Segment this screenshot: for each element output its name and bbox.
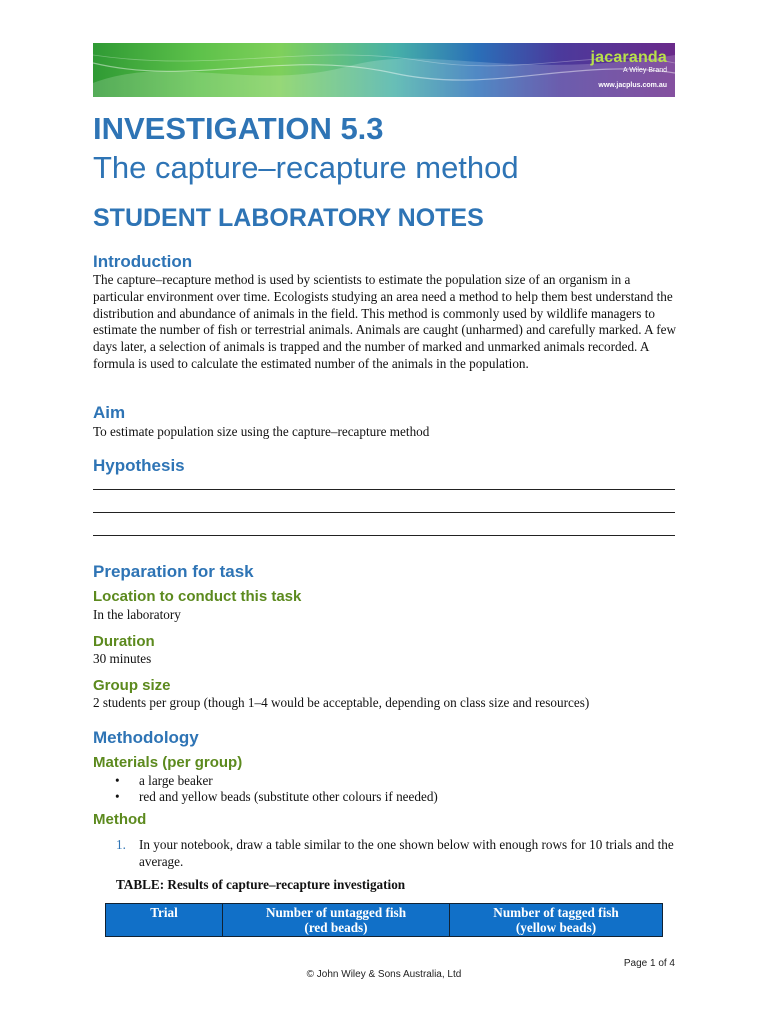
- group-size-heading: Group size: [93, 677, 171, 694]
- hypothesis-heading: Hypothesis: [93, 456, 185, 475]
- table-caption: TABLE: Results of capture–recapture investigation: [116, 877, 406, 892]
- materials-list: [93, 773, 438, 805]
- results-table: [105, 903, 663, 937]
- step-text: In your notebook, draw a table similar to the one shown below with enough rows for 10 trials and the average.: [139, 837, 674, 869]
- method-heading: Method: [93, 811, 147, 828]
- location-text: In the laboratory: [93, 607, 181, 622]
- introduction-heading: Introduction: [93, 252, 193, 271]
- list-item: • a large beaker: [93, 773, 438, 789]
- aim-text: To estimate population size using the capture–recapture method: [93, 424, 430, 439]
- page-number: Page 1 of 4: [623, 958, 675, 969]
- hypothesis-line-2: [93, 512, 675, 513]
- aim-heading: Aim: [93, 403, 126, 422]
- header-tagged-line1: Number of tagged fish: [493, 905, 619, 920]
- header-banner: [93, 43, 675, 97]
- notes-heading: STUDENT LABORATORY NOTES: [93, 204, 484, 232]
- methodology-heading: Methodology: [93, 728, 199, 747]
- step-number: 1.: [116, 837, 126, 852]
- location-heading: Location to conduct this task: [93, 588, 302, 605]
- header-trial-line1: Trial: [150, 905, 178, 920]
- header-untagged-line1: Number of untagged fish: [265, 905, 407, 920]
- header-untagged: [223, 904, 450, 937]
- investigation-title: INVESTIGATION 5.3: [93, 111, 384, 146]
- jacaranda-logo: [590, 49, 667, 89]
- banner-wave-graphic: [93, 43, 675, 97]
- header-tagged-line2: (yellow beads): [515, 920, 597, 935]
- logo-brand: jacaranda: [590, 49, 667, 66]
- header-untagged-line2: (red beads): [304, 920, 368, 935]
- preparation-heading: Preparation for task: [93, 562, 254, 581]
- method-step-1: [116, 836, 676, 870]
- header-tagged: [450, 904, 663, 937]
- materials-heading: Materials (per group): [93, 754, 243, 771]
- investigation-subtitle: The capture–recapture method: [93, 150, 519, 185]
- banner-url: www.jacplus.com.au: [598, 82, 667, 89]
- table-header-row: [106, 904, 663, 937]
- introduction-text: The capture–recapture method is used by scientists to estimate the population size of an organism in a particular environment over time. Ecologists studying an area need a method to help them best understand the distribution and abundance of animals in the field. This method is commonly used by wildlife managers to estimate the number of fish or terrestrial animals. Animals are caught (unharmed) and carefully marked. A few days later, a selection of animals is trapped and the number of marked and unmarked animals recorded. A formula is used to calculate the estimated number of the animals in the population.: [93, 272, 676, 371]
- group-size-text: 2 students per group (though 1–4 would be acceptable, depending on class size and resources): [93, 695, 590, 710]
- hypothesis-line-1: [93, 489, 675, 490]
- list-item: • red and yellow beads (substitute other colours if needed): [93, 789, 438, 805]
- duration-heading: Duration: [93, 633, 155, 650]
- copyright-footer: © John Wiley & Sons Australia, Ltd: [306, 969, 462, 980]
- duration-text: 30 minutes: [93, 651, 152, 666]
- logo-tagline: A Wiley Brand: [623, 67, 667, 74]
- header-trial: [106, 904, 223, 937]
- hypothesis-line-3: [93, 535, 675, 536]
